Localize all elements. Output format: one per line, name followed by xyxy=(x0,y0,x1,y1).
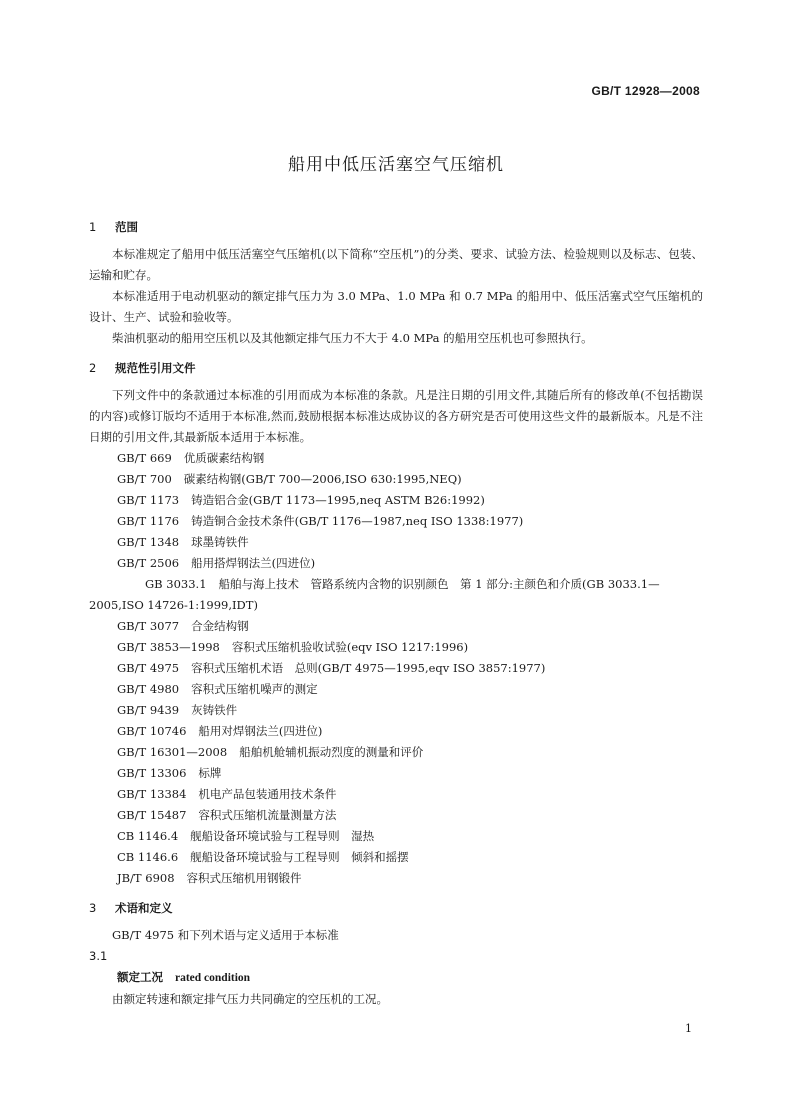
reference-name: 船舶机舱辅机振动烈度的测量和评价 xyxy=(239,745,424,759)
reference-item xyxy=(89,574,703,616)
reference-name: 球墨铸铁件 xyxy=(191,535,249,549)
reference-name: 优质碳素结构钢 xyxy=(183,451,265,465)
term-definition: 由额定转速和额定排气压力共同确定的空压机的工况。 xyxy=(112,992,388,1006)
reference-name: 舰船设备环境试验与工程导则 湿热 xyxy=(190,829,375,843)
reference-item xyxy=(117,826,703,847)
reference-code: GB/T 4975 xyxy=(117,661,180,675)
reference-code: GB/T 1173 xyxy=(117,493,180,507)
reference-name: 灰铸铁件 xyxy=(191,703,238,717)
term-heading xyxy=(117,967,703,989)
reference-item xyxy=(117,784,703,805)
document-title: 船用中低压活塞空气压缩机 xyxy=(288,155,504,175)
reference-name: 铸造铜合金技术条件(GB/T 1176—1987,neq ISO 1338:1977) xyxy=(191,514,524,528)
reference-name: 容积式压缩机术语 总则(GB/T 4975—1995,eqv ISO 3857:1977) xyxy=(191,661,546,675)
reference-code: GB/T 3077 xyxy=(117,619,180,633)
reference-item xyxy=(117,679,703,700)
paragraph: 柴油机驱动的船用空压机以及其他额定排气压力不大于 4.0 MPa 的船用空压机也可参照执行。 xyxy=(112,331,593,345)
reference-item xyxy=(117,805,703,826)
reference-name: 船用对焊钢法兰(四进位) xyxy=(198,724,323,738)
reference-code: GB/T 13384 xyxy=(117,787,187,801)
reference-code: CB 1146.4 xyxy=(117,829,179,843)
reference-item xyxy=(117,763,703,784)
reference-name: 船用搭焊钢法兰(四进位) xyxy=(191,556,316,570)
reference-name: 容积式压缩机流量测量方法 xyxy=(198,808,337,822)
reference-code: CB 1146.6 xyxy=(117,850,179,864)
paragraph: GB/T 4975 和下列术语与定义适用于本标准 xyxy=(112,928,339,942)
reference-item xyxy=(117,616,703,637)
section-1-heading xyxy=(89,216,703,238)
paragraph: 下列文件中的条款通过本标准的引用而成为本标准的条款。凡是注日期的引用文件,其随后所有的修改单(不包括勘误的内容)或修订版均不适用于本标准,然而,鼓励根据本标准达成协议的各方研究是否可使用这些文件的最新版本。凡是不注日期的引用文件,其最新版本适用于本标准。 xyxy=(89,388,703,444)
section-number: 2 xyxy=(89,361,97,375)
reference-item xyxy=(117,721,703,742)
reference-item xyxy=(117,511,703,532)
reference-name: 碳素结构钢(GB/T 700—2006,ISO 630:1995,NEQ) xyxy=(183,472,462,486)
page-number: 1 xyxy=(685,1022,692,1035)
reference-code: GB/T 4980 xyxy=(117,682,180,696)
reference-code: GB/T 2506 xyxy=(117,556,180,570)
section-title: 术语和定义 xyxy=(115,901,173,915)
section-number: 1 xyxy=(89,220,97,234)
section-title: 范围 xyxy=(115,220,138,234)
reference-item xyxy=(117,868,703,889)
section-3-heading xyxy=(89,897,703,919)
reference-name: 舰船设备环境试验与工程导则 倾斜和摇摆 xyxy=(190,850,409,864)
reference-code: GB/T 15487 xyxy=(117,808,187,822)
reference-name: 铸造铝合金(GB/T 1173—1995,neq ASTM B26:1992) xyxy=(191,493,485,507)
section-title: 规范性引用文件 xyxy=(115,361,196,375)
reference-name: 合金结构钢 xyxy=(191,619,249,633)
reference-item xyxy=(117,637,703,658)
reference-item xyxy=(117,532,703,553)
reference-code: GB/T 13306 xyxy=(117,766,187,780)
paragraph: 本标准适用于电动机驱动的额定排气压力为 3.0 MPa、1.0 MPa 和 0.7 MPa 的船用中、低压活塞式空气压缩机的设计、生产、试验和验收等。 xyxy=(89,289,703,324)
reference-name: 机电产品包装通用技术条件 xyxy=(198,787,337,801)
section-number: 3 xyxy=(89,901,97,915)
reference-code: GB/T 700 xyxy=(117,472,172,486)
term-number: 3.1 xyxy=(89,949,108,963)
reference-code: GB/T 16301—2008 xyxy=(117,745,228,759)
reference-code: GB/T 1176 xyxy=(117,514,180,528)
reference-item xyxy=(117,847,703,868)
reference-item xyxy=(117,658,703,679)
reference-item xyxy=(117,448,703,469)
term-chinese: 额定工况 xyxy=(117,970,163,984)
reference-name: 船舶与海上技术 管路系统内含物的识别颜色 第 1 部分:主颜色和介质(GB 3033.1—2005,ISO 14726-1:1999,IDT) xyxy=(89,577,660,612)
reference-name: 容积式压缩机用钢锻件 xyxy=(186,871,302,885)
reference-item xyxy=(117,553,703,574)
reference-code: GB/T 669 xyxy=(117,451,172,465)
document-body xyxy=(89,216,703,1010)
reference-code: GB/T 10746 xyxy=(117,724,187,738)
reference-code: GB 3033.1 xyxy=(145,577,207,591)
reference-code: GB/T 1348 xyxy=(117,535,180,549)
reference-item xyxy=(117,469,703,490)
reference-name: 容积式压缩机验收试验(eqv ISO 1217:1996) xyxy=(231,640,469,654)
reference-code: GB/T 9439 xyxy=(117,703,180,717)
term-english: rated condition xyxy=(175,972,251,984)
reference-code: GB/T 3853—1998 xyxy=(117,640,220,654)
document-id: GB/T 12928—2008 xyxy=(591,84,700,98)
paragraph: 本标准规定了船用中低压活塞空气压缩机(以下简称“空压机”)的分类、要求、试验方法、检验规则以及标志、包装、运输和贮存。 xyxy=(89,247,703,282)
reference-name: 标牌 xyxy=(198,766,222,780)
reference-item xyxy=(117,490,703,511)
reference-code: JB/T 6908 xyxy=(117,871,175,885)
section-2-heading xyxy=(89,357,703,379)
reference-list xyxy=(89,448,703,889)
reference-item xyxy=(117,742,703,763)
reference-name: 容积式压缩机噪声的测定 xyxy=(191,682,318,696)
reference-item xyxy=(117,700,703,721)
